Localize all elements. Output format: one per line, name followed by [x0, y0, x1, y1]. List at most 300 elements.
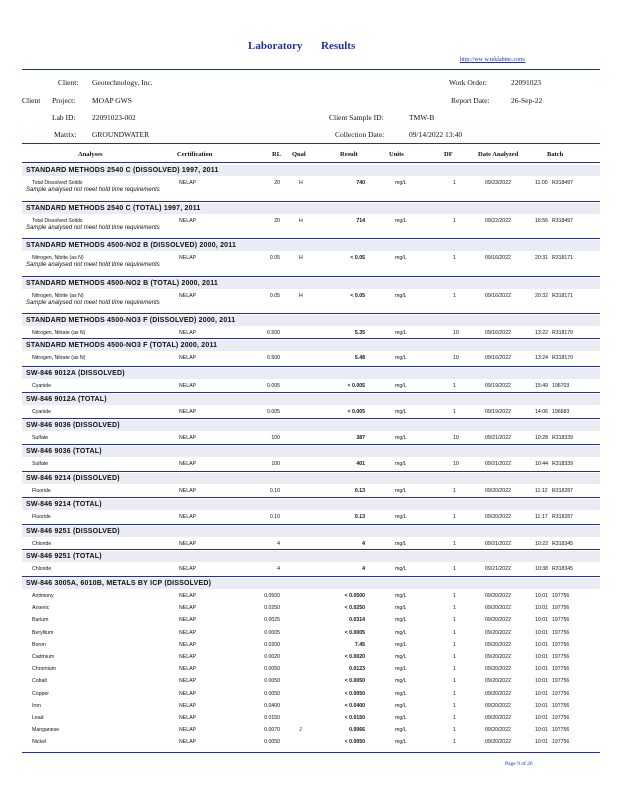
col-result: Result: [340, 151, 358, 158]
cell-time: 10:01: [535, 739, 548, 746]
table-row: [22, 512, 600, 522]
cell-batch: 196703: [552, 383, 570, 389]
matrix-label: Matrix:: [54, 130, 77, 139]
cell-certification: NELAP: [179, 593, 197, 599]
cell-time: 10:01: [535, 641, 548, 648]
title-results: Results: [321, 40, 356, 52]
col-df: DF: [444, 151, 453, 158]
cell-df: 1: [453, 617, 456, 624]
client-label: Client:: [58, 78, 79, 87]
col-analyses: Analyses: [78, 151, 103, 158]
cell-batch: R318171: [552, 293, 574, 299]
table-row: [22, 689, 600, 699]
cell-batch: 197756: [552, 654, 570, 660]
client-sample-id-label: Client Sample ID:: [329, 113, 384, 122]
cell-certification: NELAP: [179, 355, 197, 361]
cell-units: mg/L: [395, 715, 407, 721]
work-order-label: Work Order:: [449, 78, 487, 87]
cell-time: 10:01: [535, 617, 548, 624]
cell-rl: 20: [274, 180, 280, 186]
cell-date: 09/16/2022: [485, 293, 511, 299]
cell-date: 09/20/2022: [485, 617, 511, 624]
cell-time: 10:22: [535, 541, 548, 547]
section-note: Sample analysed not meet hold time requirements: [26, 225, 160, 231]
cell-certification: NELAP: [179, 678, 197, 685]
cell-time: 10:01: [535, 678, 548, 685]
section-title: SW-846 9036 (DISSOLVED): [26, 422, 120, 429]
section-title: SW-846 9214 (TOTAL): [26, 501, 102, 508]
section-header: [22, 578, 600, 589]
cell-analyte: Cadmium: [32, 654, 55, 660]
cell-result: < 0.0050: [344, 678, 365, 685]
table-row: [22, 564, 600, 574]
cell-result: < 0.0050: [344, 690, 365, 697]
cell-certification: NELAP: [179, 383, 197, 389]
table-row: [22, 433, 600, 443]
cell-units: mg/L: [395, 330, 407, 336]
section-title: SW-846 9012A (DISSOLVED): [26, 370, 125, 377]
section-title: SW-846 9251 (TOTAL): [26, 553, 102, 560]
section-separator: [22, 201, 600, 202]
cell-rl: 0.05: [269, 293, 280, 299]
table-row: [22, 664, 600, 674]
cell-date: 09/22/2022: [485, 218, 511, 224]
cell-certification: NELAP: [179, 641, 197, 648]
cell-certification: NELAP: [179, 180, 197, 186]
cell-units: mg/L: [395, 593, 407, 599]
cell-result: < 0.005: [347, 383, 365, 389]
cell-time: 10:01: [535, 629, 548, 636]
section-note: Sample analysed not meet hold time requirements: [26, 300, 160, 306]
cell-certification: NELAP: [179, 727, 197, 734]
section-note: Sample analysed not meet hold time requirements: [26, 262, 160, 268]
section-separator: [22, 238, 600, 239]
cell-date: 09/20/2022: [485, 605, 511, 612]
cell-result: < 0.0150: [344, 715, 365, 721]
cell-rl: 20: [274, 218, 280, 224]
cell-time: 20:31: [535, 255, 548, 261]
cell-date: 09/20/2022: [485, 514, 511, 520]
cell-qual: H: [299, 255, 303, 261]
cell-rl: 0.500: [267, 355, 280, 361]
cell-result: 401: [356, 461, 365, 467]
cell-analyte: Cobalt: [32, 678, 47, 685]
cell-certification: NELAP: [179, 255, 197, 261]
cell-df: 1: [453, 654, 456, 660]
cell-batch: 197756: [552, 617, 570, 624]
cell-batch: 197756: [552, 605, 570, 612]
cell-analyte: Total Dissolved Solids: [32, 218, 83, 224]
cell-certification: NELAP: [179, 435, 197, 441]
cell-result: 5.35: [354, 330, 365, 336]
cell-rl: 0.005: [267, 383, 280, 389]
cell-batch: 197756: [552, 666, 570, 673]
cell-df: 1: [453, 641, 456, 648]
col-batch: Batch: [547, 151, 564, 158]
cell-certification: NELAP: [179, 566, 197, 572]
cell-result: 4: [362, 566, 365, 572]
cell-time: 10:44: [535, 461, 548, 467]
cell-certification: NELAP: [179, 690, 197, 697]
col-certification: Certification: [177, 151, 213, 158]
cell-time: 10:01: [535, 593, 548, 599]
cell-units: mg/L: [395, 739, 407, 746]
cell-date: 09/20/2022: [485, 715, 511, 721]
cell-units: mg/L: [395, 293, 407, 299]
cell-date: 09/21/2022: [485, 541, 511, 547]
cell-units: mg/L: [395, 488, 407, 494]
cell-batch: R318171: [552, 255, 574, 261]
cell-batch: 197756: [552, 739, 570, 746]
cell-df: 1: [453, 255, 456, 261]
cell-rl: 0.0050: [264, 690, 280, 697]
cell-analyte: Sulfate: [32, 435, 49, 441]
cell-time: 10:01: [535, 666, 548, 673]
cell-units: mg/L: [395, 605, 407, 612]
table-row: [22, 603, 600, 613]
table-row: [22, 628, 600, 638]
cell-result: 0.0123: [349, 666, 365, 673]
cell-rl: 0.05: [269, 255, 280, 261]
table-row: [22, 591, 600, 601]
section-title: STANDARD METHODS 2540 C (TOTAL) 1997, 2011: [26, 205, 201, 212]
cell-units: mg/L: [395, 641, 407, 648]
cell-time: 11:17: [535, 514, 548, 520]
table-row: [22, 328, 600, 338]
cell-result: 0.13: [354, 488, 365, 494]
cell-result: 0.0314: [349, 617, 365, 624]
cell-time: 10:01: [535, 727, 548, 734]
cell-result: 714: [356, 218, 365, 224]
cell-result: < 0.0250: [344, 605, 365, 612]
cell-certification: NELAP: [179, 715, 197, 721]
cell-analyte: Nitrogen, Nitrite (as N): [32, 293, 84, 299]
cell-rl: 0.0400: [264, 702, 280, 709]
cell-time: 10:38: [535, 566, 548, 572]
table-row: [22, 713, 600, 723]
table-row: [22, 539, 600, 549]
table-row: [22, 459, 600, 469]
cell-result: 5.48: [354, 355, 365, 361]
cell-analyte: Sulfate: [32, 461, 49, 467]
cell-rl: 0.10: [269, 514, 280, 520]
cell-units: mg/L: [395, 355, 407, 361]
cell-certification: NELAP: [179, 666, 197, 673]
cell-rl: 0.0050: [264, 666, 280, 673]
client-value: Geotechnology, Inc.: [92, 78, 153, 87]
section-header: [22, 278, 600, 289]
section-header: [22, 446, 600, 457]
cell-analyte: Nitrogen, Nitrate (as N): [32, 330, 86, 336]
section-header: [22, 203, 600, 214]
cell-units: mg/L: [395, 617, 407, 624]
section-separator: [22, 471, 600, 472]
client-project-label-2: Project:: [52, 96, 76, 105]
cell-result: 0.13: [354, 514, 365, 520]
section-title: SW-846 9012A (TOTAL): [26, 396, 107, 403]
col-qual: Qual: [292, 151, 306, 158]
cell-qual: H: [299, 218, 303, 224]
cell-batch: R318339: [552, 435, 574, 441]
header-rule-top: [22, 69, 600, 70]
cell-batch: R318170: [552, 330, 574, 336]
table-row: [22, 381, 600, 391]
cell-result: 740: [356, 180, 365, 186]
cell-rl: 4: [277, 566, 280, 572]
cell-rl: 0.0005: [264, 629, 280, 636]
cell-df: 1: [453, 293, 456, 299]
cell-rl: 100: [271, 435, 280, 441]
table-row: [22, 640, 600, 650]
cell-date: 09/19/2022: [485, 383, 511, 389]
section-separator: [22, 497, 600, 498]
cell-df: 1: [453, 593, 456, 599]
section-separator: [22, 444, 600, 445]
section-title: STANDARD METHODS 4500-NO3 F (DISSOLVED) 2000, 2011: [26, 317, 236, 324]
section-separator: [22, 392, 600, 393]
cell-df: 1: [453, 690, 456, 697]
cell-rl: 100: [271, 461, 280, 467]
cell-date: 09/21/2022: [485, 461, 511, 467]
cell-analyte: Chloride: [32, 541, 52, 547]
cell-result: < 0.0400: [344, 702, 365, 709]
col-units: Units: [389, 151, 404, 158]
cell-time: 16:56: [535, 218, 548, 224]
cell-time: 11:00: [535, 180, 548, 186]
cell-rl: 0.500: [267, 330, 280, 336]
cell-certification: NELAP: [179, 514, 197, 520]
section-header: [22, 551, 600, 562]
cell-rl: 4: [277, 541, 280, 547]
table-row: [22, 486, 600, 496]
work-order-value: 22091023: [511, 78, 541, 87]
cell-analyte: Cyanide: [32, 383, 52, 389]
table-row: [22, 737, 600, 747]
cell-df: 1: [453, 514, 456, 520]
cell-date: 09/20/2022: [485, 666, 511, 673]
table-row: [22, 701, 600, 711]
cell-df: 1: [453, 678, 456, 685]
report-date-label: Report Date:: [451, 96, 490, 105]
col-rl: RL: [272, 151, 282, 158]
cell-rl: 0.0020: [264, 654, 280, 660]
cell-date: 09/20/2022: [485, 654, 511, 660]
cell-units: mg/L: [395, 629, 407, 636]
cell-time: 20:32: [535, 293, 548, 299]
cell-date: 09/20/2022: [485, 678, 511, 685]
cell-date: 09/20/2022: [485, 641, 511, 648]
cell-units: mg/L: [395, 727, 407, 734]
table-row: [22, 725, 600, 735]
cell-units: mg/L: [395, 409, 407, 415]
cell-analyte: Iron: [32, 702, 41, 709]
cell-date: 09/20/2022: [485, 702, 511, 709]
section-header: [22, 368, 600, 379]
cell-result: < 0.0005: [344, 629, 365, 636]
cell-certification: NELAP: [179, 293, 197, 299]
cell-result: 0.0066: [349, 727, 365, 734]
header-rule-bottom: [22, 143, 600, 144]
cell-df: 1: [453, 629, 456, 636]
cell-df: 1: [453, 715, 456, 721]
cell-rl: 0.005: [267, 409, 280, 415]
cell-time: 13:22: [535, 330, 548, 336]
cell-batch: R318345: [552, 566, 574, 572]
cell-time: 14:06: [535, 409, 548, 415]
cell-time: 10:01: [535, 715, 548, 721]
cell-certification: NELAP: [179, 629, 197, 636]
cell-units: mg/L: [395, 654, 407, 660]
cell-units: mg/L: [395, 690, 407, 697]
cell-certification: NELAP: [179, 605, 197, 612]
cell-units: mg/L: [395, 435, 407, 441]
section-separator: [22, 313, 600, 314]
cell-units: mg/L: [395, 566, 407, 572]
cell-batch: R318287: [552, 488, 574, 494]
page-number: Page 9 of 26: [505, 761, 533, 767]
cell-certification: NELAP: [179, 488, 197, 494]
section-title: SW-846 9251 (DISSOLVED): [26, 528, 120, 535]
cell-df: 1: [453, 541, 456, 547]
website-link[interactable]: http://ww w.teklabinc.com/: [460, 57, 526, 63]
column-header-rule: [22, 162, 600, 163]
cell-analyte: Fluoride: [32, 514, 51, 520]
cell-analyte: Chromium: [32, 666, 56, 673]
table-row: [22, 615, 600, 625]
cell-batch: 197756: [552, 678, 570, 685]
section-header: [22, 420, 600, 431]
cell-analyte: Nitrogen, Nitrite (as N): [32, 255, 84, 261]
cell-units: mg/L: [395, 702, 407, 709]
cell-df: 1: [453, 702, 456, 709]
cell-df: 1: [453, 218, 456, 224]
cell-analyte: Lead: [32, 715, 44, 721]
cell-batch: 197756: [552, 727, 570, 734]
matrix-value: GROUNDWATER: [92, 130, 150, 139]
cell-time: 15:49: [535, 383, 548, 389]
cell-time: 10:01: [535, 690, 548, 697]
cell-analyte: Chloride: [32, 566, 52, 572]
cell-df: 10: [453, 355, 459, 361]
cell-date: 09/23/2022: [485, 180, 511, 186]
cell-date: 09/21/2022: [485, 435, 511, 441]
cell-date: 09/16/2022: [485, 255, 511, 261]
cell-df: 1: [453, 180, 456, 186]
cell-date: 09/20/2022: [485, 690, 511, 697]
client-sample-id-value: TMW-B: [409, 113, 435, 122]
section-header: [22, 499, 600, 510]
cell-units: mg/L: [395, 218, 407, 224]
table-row: [22, 676, 600, 686]
cell-batch: R318497: [552, 180, 574, 186]
cell-rl: 0.10: [269, 488, 280, 494]
cell-df: 1: [453, 566, 456, 572]
cell-rl: 0.0150: [264, 715, 280, 721]
cell-rl: 0.0050: [264, 678, 280, 685]
cell-rl: 0.0050: [264, 739, 280, 746]
cell-certification: NELAP: [179, 461, 197, 467]
cell-certification: NELAP: [179, 541, 197, 547]
collection-date-value: 09/14/2022 13:40: [409, 130, 463, 139]
table-row: [22, 407, 600, 417]
cell-qual: J: [299, 727, 302, 734]
cell-time: 10:28: [535, 435, 548, 441]
section-title: STANDARD METHODS 4500-NO2 B (TOTAL) 2000, 2011: [26, 280, 219, 287]
cell-df: 1: [453, 666, 456, 673]
cell-batch: 197756: [552, 702, 570, 709]
section-title: SW-846 9214 (DISSOLVED): [26, 475, 120, 482]
cell-time: 10:01: [535, 605, 548, 612]
cell-df: 1: [453, 605, 456, 612]
title-laboratory: Laboratory: [248, 40, 303, 52]
section-separator: [22, 524, 600, 525]
cell-qual: H: [299, 293, 303, 299]
cell-certification: NELAP: [179, 617, 197, 624]
cell-df: 1: [453, 383, 456, 389]
cell-date: 09/16/2022: [485, 330, 511, 336]
lab-id-label: Lab ID:: [52, 113, 76, 122]
cell-df: 1: [453, 409, 456, 415]
cell-analyte: Nitrogen, Nitrate (as N): [32, 355, 86, 361]
section-header: [22, 394, 600, 405]
section-title: STANDARD METHODS 4500-NO3 F (TOTAL) 2000, 2011: [26, 342, 218, 349]
cell-result: < 0.0500: [344, 593, 365, 599]
cell-result: < 0.0050: [344, 739, 365, 746]
cell-date: 09/20/2022: [485, 739, 511, 746]
cell-units: mg/L: [395, 541, 407, 547]
cell-date: 09/20/2022: [485, 727, 511, 734]
cell-rl: 0.0025: [264, 617, 280, 624]
cell-units: mg/L: [395, 461, 407, 467]
cell-analyte: Cyanide: [32, 409, 52, 415]
cell-batch: 197756: [552, 629, 570, 636]
cell-analyte: Arsenic: [32, 605, 50, 612]
cell-result: 4: [362, 541, 365, 547]
project-value: MOAP GWS: [92, 96, 132, 105]
section-header: [22, 473, 600, 484]
cell-units: mg/L: [395, 255, 407, 261]
cell-batch: 197756: [552, 715, 570, 721]
cell-analyte: Boron: [32, 641, 46, 648]
cell-analyte: Manganese: [32, 727, 60, 734]
col-date-analyzed: Date Analyzed: [478, 151, 519, 158]
cell-rl: 0.0250: [264, 605, 280, 612]
section-separator: [22, 366, 600, 367]
cell-analyte: Fluoride: [32, 488, 51, 494]
cell-time: 11:12: [535, 488, 548, 494]
cell-batch: R318339: [552, 461, 574, 467]
cell-analyte: Total Dissolved Solids: [32, 180, 83, 186]
cell-df: 10: [453, 435, 459, 441]
cell-batch: R318497: [552, 218, 574, 224]
cell-batch: 197756: [552, 690, 570, 697]
cell-certification: NELAP: [179, 330, 197, 336]
cell-analyte: Copper: [32, 690, 50, 697]
cell-batch: R318287: [552, 514, 574, 520]
cell-date: 09/19/2022: [485, 409, 511, 415]
cell-result: 7.45: [354, 641, 365, 648]
cell-result: 387: [356, 435, 365, 441]
cell-date: 09/20/2022: [485, 629, 511, 636]
cell-date: 09/16/2022: [485, 355, 511, 361]
cell-batch: 196683: [552, 409, 570, 415]
table-row: [22, 652, 600, 662]
cell-certification: NELAP: [179, 409, 197, 415]
section-separator: [22, 276, 600, 277]
section-note: Sample analysed not meet hold time requirements: [26, 187, 160, 193]
cell-batch: R318345: [552, 541, 574, 547]
cell-rl: 0.0500: [264, 593, 280, 599]
